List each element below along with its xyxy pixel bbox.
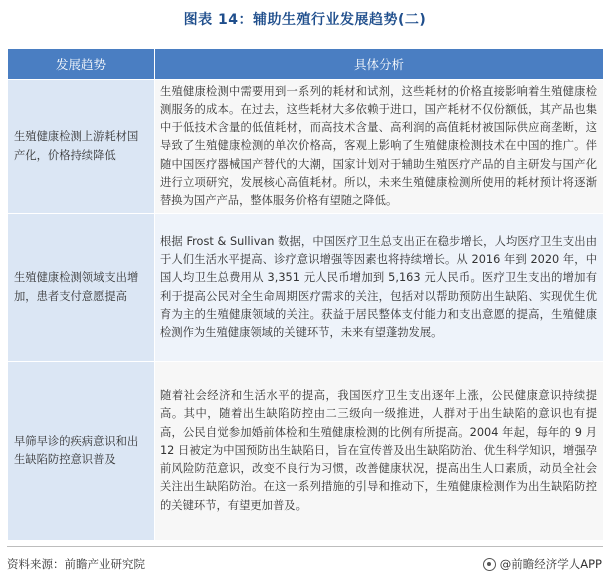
trend-cell: 生殖健康检测上游耗材国产化，价格持续降低 (8, 80, 155, 214)
table-header-row (8, 49, 604, 80)
source-note: 资料来源：前瞻产业研究院 (7, 557, 145, 571)
brand-label: @前瞻经济学人APP (499, 557, 602, 571)
table-row (8, 80, 604, 214)
trend-table (7, 48, 604, 541)
analysis-cell: 随着社会经济和生活水平的提高，我国医疗卫生支出逐年上涨，公民健康意识持续提高。其中，随着出生缺陷防控由二三级向一级推进，人群对于出生缺陷的意识也有提高，公民自觉参加婚前体检和生殖健康检测的比例有所提高。2004 年起，每年的 9 月 12 日被定为中国预防出生缺陷日，旨在宣传普及出生缺陷防治、优生科学知识，增强孕前风险防范意识，改变不良行为习惯，改善健康状况，提高出生人口素质，动员全社会关注出生缺陷防治。在这一系列措施的引导和推动下，生殖健康检测作为出生缺陷防控的关键环节，有望更加普及。 (155, 362, 604, 541)
analysis-cell: 生殖健康检测中需要用到一系列的耗材和试剂，这些耗材的价格直接影响着生殖健康检测服务的成本。在过去，这些耗材大多依赖于进口，国产耗材不仅份额低，其产品也集中于低技术含量的低值耗材，而高技术含量、高利润的高值耗材被国际供应商垄断，这导致了生殖健康检测的单次价格高，客观上影响了生殖健康检测技术在中国的推广。伴随中国医疗器械国产替代的大潮，国家计划对于辅助生殖医疗产品的自主研发与国产化进行立项研究，发展核心高值耗材。所以，未来生殖健康检测所使用的耗材预计将逐渐替换为国产产品，整体服务价格有望随之降低。 (155, 80, 604, 214)
brand-logo-icon (483, 558, 496, 571)
table-row (8, 214, 604, 362)
trend-cell: 生殖健康检测领域支出增加，患者支付意愿提高 (8, 214, 155, 362)
analysis-cell: 根据 Frost & Sullivan 数据，中国医疗卫生总支出正在稳步增长，人均医疗卫生支出由于人们生活水平提高、诊疗意识增强等因素也将持续增长。从 2016 年到 2020 年，中国人均卫生总费用从 3,351 元人民币增加到 5,163 元人民币。医疗卫生支出的增加有利于提高公民对全生命周期医疗需求的关注，包括对以帮助预防出生缺陷、实现优生优育为主的生殖健康领域的关注。获益于居民整体支付能力和支出意愿的提高，生殖健康检测作为生殖健康领域的关键环节，未来有望蓬勃发展。 (155, 214, 604, 362)
footer-divider (7, 546, 603, 547)
header-analysis: 具体分析 (155, 49, 604, 80)
header-trend: 发展趋势 (8, 49, 155, 80)
table-row (8, 362, 604, 541)
document-title: 图表 14：辅助生殖行业发展趋势(二) (183, 12, 427, 28)
brand-credit (483, 556, 602, 572)
trend-cell: 早筛早诊的疾病意识和出生缺陷防控意识普及 (8, 362, 155, 541)
